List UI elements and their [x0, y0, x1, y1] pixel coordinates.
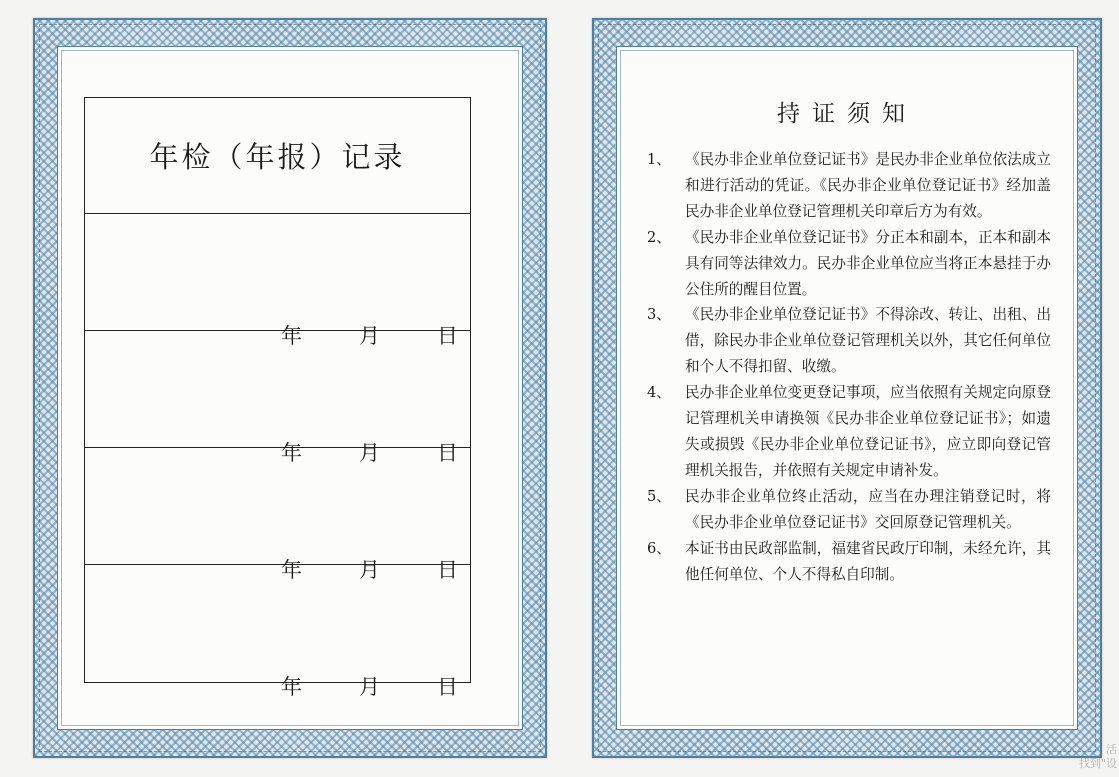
day-label: 日 — [437, 324, 458, 348]
notice-text: 本证书由民政部监制，福建省民政厅印制，未经允许，其他任何单位、个人不得私自印制。 — [685, 539, 1051, 583]
notice-text: 《民办非企业单位登记证书》分正本和副本，正本和副本具有同等法律效力。民办非企业单位应当将正本悬挂于办公住所的醒目位置。 — [685, 228, 1051, 298]
notice-title: 持证须知 — [777, 101, 917, 127]
right-page-inner — [616, 46, 1078, 730]
annual-inspection-table — [84, 97, 471, 699]
year-label: 年 — [281, 324, 302, 348]
record-row — [85, 565, 470, 699]
month-label: 月 — [359, 441, 380, 465]
record-row — [85, 448, 470, 582]
notice-number: 2、 — [647, 228, 671, 246]
watermark-line: 找到"设 — [1078, 757, 1117, 770]
year-label: 年 — [281, 441, 302, 465]
notice-text: 《民办非企业单位登记证书》不得涂改、转让、出租、出借，除民办非企业单位登记管理机关以外，其它任何单位和个人不得扣留、收缴。 — [685, 306, 1051, 376]
watermark-line: 活 — [1106, 743, 1117, 756]
notice-item — [647, 302, 1051, 380]
right-page — [592, 18, 1102, 758]
notice-item — [647, 147, 1051, 225]
notice-item — [647, 536, 1051, 588]
watermark — [1079, 743, 1117, 771]
left-page — [33, 18, 547, 758]
day-label: 日 — [437, 675, 458, 699]
record-row — [85, 214, 470, 348]
notice-item — [647, 380, 1051, 484]
record-row — [85, 331, 470, 465]
notice-number: 5、 — [647, 487, 671, 505]
month-label: 月 — [359, 558, 380, 582]
notice-number: 6、 — [647, 539, 671, 557]
notice-number: 3、 — [647, 306, 671, 324]
notice-text: 《民办非企业单位登记证书》是民办非企业单位依法成立和进行活动的凭证。《民办非企业单位登记证书》经加盖民办非企业单位登记管理机关印章后方为有效。 — [685, 151, 1051, 220]
record-title: 年检（年报）记录 — [85, 98, 470, 214]
left-page-inner — [57, 46, 523, 730]
day-label: 日 — [437, 441, 458, 465]
notice-text: 民办非企业单位变更登记事项，应当依照有关规定向原登记管理机关申请换领《民办非企业单位登记证书》；如遗失或损毁《民办非企业单位登记证书》，应立即向登记管理机关报告，并依照有关规定申请补发。 — [685, 384, 1051, 479]
month-label: 月 — [359, 675, 380, 699]
notice-text: 民办非企业单位终止活动，应当在办理注销登记时，将《民办非企业单位登记证书》交回原登记管理机关。 — [685, 487, 1051, 531]
day-label: 日 — [437, 558, 458, 582]
notice-item — [647, 484, 1051, 536]
year-label: 年 — [281, 675, 302, 699]
notice-number: 4、 — [647, 384, 671, 402]
notice-number: 1、 — [647, 151, 671, 168]
notice-item — [647, 225, 1051, 303]
notice-list — [647, 147, 1051, 587]
year-label: 年 — [281, 558, 302, 582]
month-label: 月 — [359, 324, 380, 348]
